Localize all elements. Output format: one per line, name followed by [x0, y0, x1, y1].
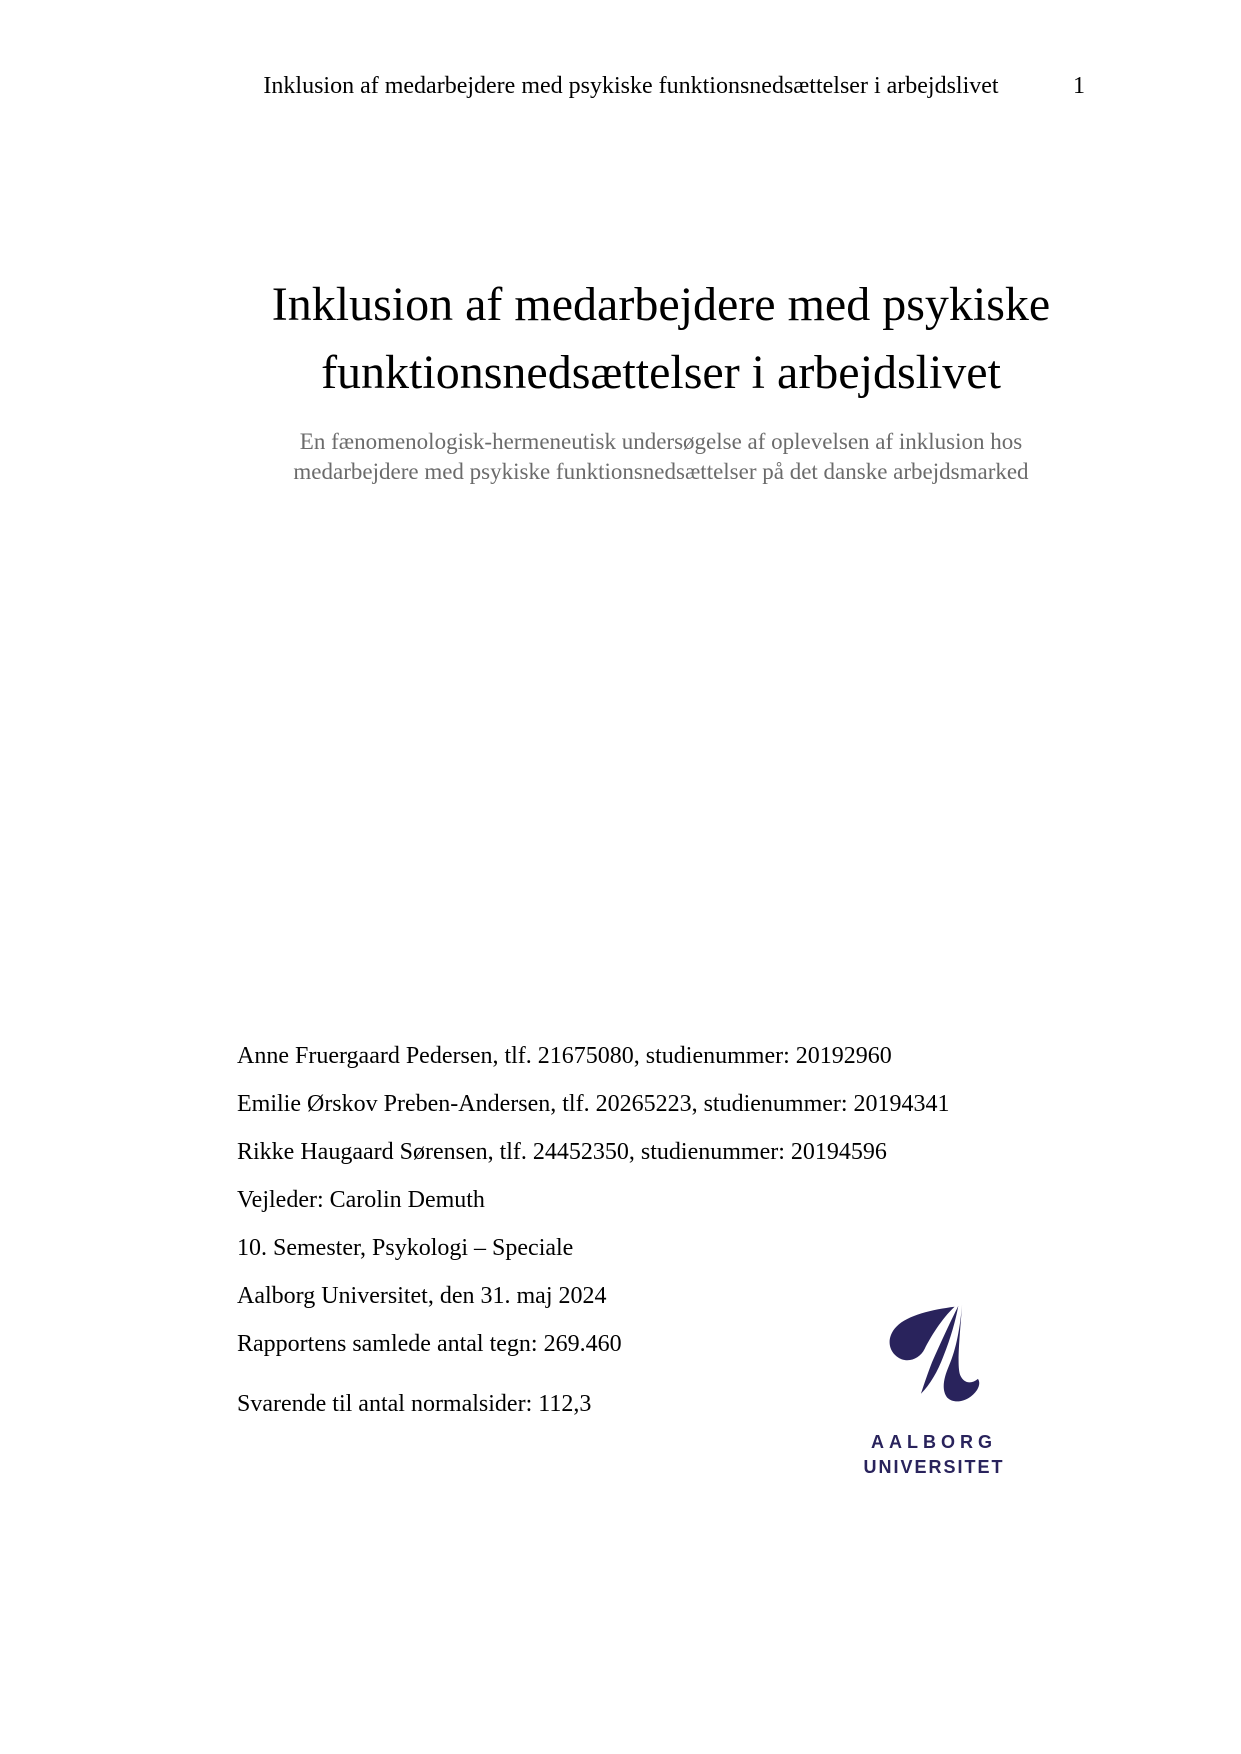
author-line-1: Anne Fruergaard Pedersen, tlf. 21675080, studienummer: 20192960	[237, 1043, 892, 1069]
document-title	[237, 271, 1085, 407]
aau-logo-wordmark-line-2: UNIVERSITET	[863, 1457, 1005, 1477]
normal-pages-line: Svarende til antal normalsider: 112,3	[237, 1391, 592, 1417]
author-line-2: Emilie Ørskov Preben-Andersen, tlf. 20265223, studienummer: 20194341	[237, 1091, 950, 1117]
running-header-title: Inklusion af medarbejdere med psykiske funktionsnedsættelser i arbejdslivet	[263, 73, 999, 99]
document-title-line-2: funktionsnedsættelser i arbejdslivet	[321, 346, 1001, 399]
aau-logo-wordmark	[850, 1430, 1018, 1480]
document-subtitle-line-2: medarbejdere med psykiske funktionsnedsættelser på det danske arbejdsmarked	[293, 459, 1029, 484]
page-number: 1	[1073, 73, 1085, 99]
semester-line: 10. Semester, Psykologi – Speciale	[237, 1235, 574, 1261]
author-info-block	[237, 1043, 950, 1439]
character-count-line: Rapportens samlede antal tegn: 269.460	[237, 1331, 622, 1357]
university-date-line: Aalborg Universitet, den 31. maj 2024	[237, 1283, 607, 1309]
running-header	[237, 71, 1085, 101]
aau-swirl-icon	[887, 1304, 981, 1405]
document-subtitle	[237, 427, 1085, 487]
aau-logo	[850, 1304, 1018, 1480]
document-subtitle-line-1: En fænomenologisk-hermeneutisk undersøgelse af oplevelsen af inklusion hos	[299, 429, 1023, 454]
author-line-3: Rikke Haugaard Sørensen, tlf. 24452350, studienummer: 20194596	[237, 1139, 887, 1165]
supervisor-line: Vejleder: Carolin Demuth	[237, 1187, 485, 1213]
aau-logo-wordmark-line-1: AALBORG	[871, 1432, 997, 1452]
document-title-line-1: Inklusion af medarbejdere med psykiske	[271, 278, 1051, 331]
